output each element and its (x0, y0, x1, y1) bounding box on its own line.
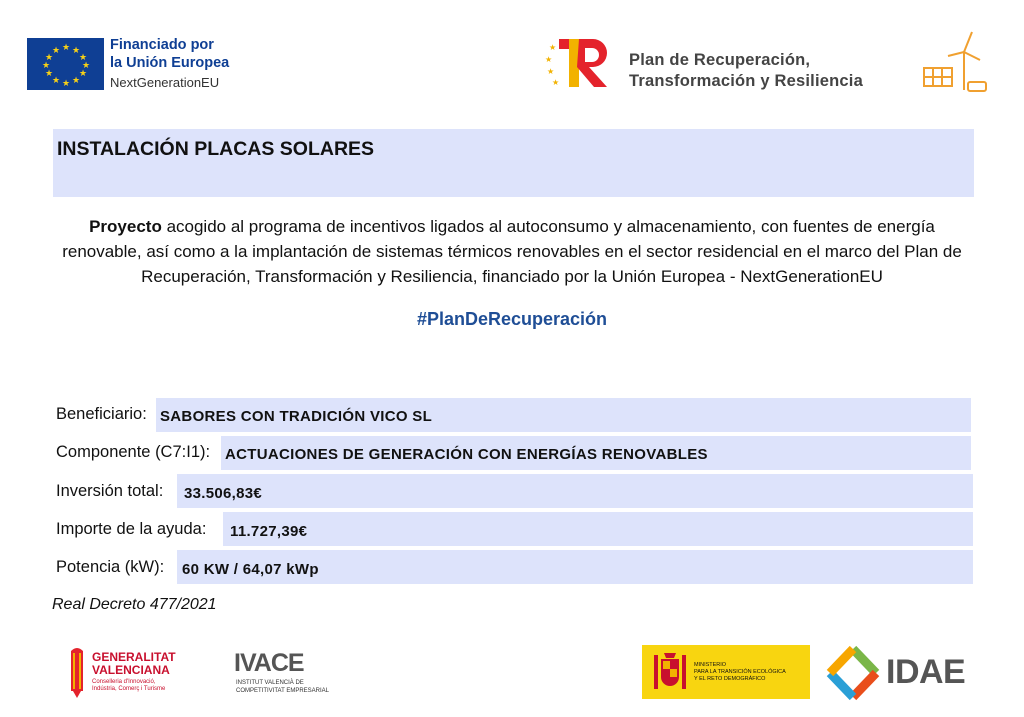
hashtag-link[interactable] (0, 309, 1024, 330)
spain-coat-of-arms-icon (652, 651, 688, 693)
ministerio-logo (642, 645, 810, 699)
beneficiario-label: Beneficiario: (56, 405, 147, 423)
svg-text:★: ★ (547, 67, 555, 76)
potencia-label: Potencia (kW): (56, 558, 165, 576)
idae-logo (824, 645, 994, 701)
prtr-logo-icon (545, 36, 617, 91)
inversion-value: 33.506,83€ (184, 485, 263, 502)
idae-name: IDAE (886, 653, 966, 691)
importe-label: Importe de la ayuda: (56, 520, 207, 538)
gv-line1: GENERALITAT (92, 650, 176, 664)
generalitat-valenciana-logo (66, 645, 176, 700)
page-title: INSTALACIÓN PLACAS SOLARES (57, 138, 375, 160)
ivace-logo (232, 645, 332, 700)
svg-text:★: ★ (545, 55, 553, 64)
eu-line2: la Unión Europea (110, 55, 230, 71)
ivace-name: IVACE (234, 649, 304, 677)
gv-line2: VALENCIANA (92, 663, 170, 677)
gv-line3: Conselleria d'Innovació, (92, 679, 156, 685)
componente-value: ACTUACIONES DE GENERACIÓN CON ENERGÍAS RENOVABLES (225, 446, 708, 463)
project-description (56, 214, 968, 289)
inversion-label: Inversión total: (56, 482, 164, 500)
potencia-value: 60 KW / 64,07 kWp (182, 561, 319, 578)
mite-line1: MINISTERIO (694, 662, 727, 668)
svg-text:★: ★ (549, 43, 557, 52)
eu-nextgen-label: NextGenerationEU (110, 75, 220, 90)
gv-name (92, 651, 176, 677)
idae-emblem-icon (824, 645, 882, 701)
svg-text:★: ★ (552, 78, 560, 87)
project-lead: Proyecto (89, 217, 162, 236)
decree-reference: Real Decreto 477/2021 (52, 596, 217, 613)
prtr-label (629, 50, 863, 92)
gv-conselleria (92, 679, 165, 693)
project-text: acogido al programa de incentivos ligados al autoconsumo y almacenamiento, con fuentes de energía renovable, así como a la implantación de sistemas térmicos renovables en el sector residencial en el marco del Plan de Recuperación, Transformación y Resiliencia, financiado por la Unión Europea - NextGenerationEU (62, 217, 962, 286)
eu-line1: Financiado por (110, 37, 214, 53)
renewable-energy-icon (920, 30, 992, 98)
ivace-subtitle (236, 679, 329, 695)
componente-label: Componente (C7:I1): (56, 443, 211, 461)
inversion-box (177, 474, 973, 508)
prtr-line1: Plan de Recuperación, (629, 51, 811, 69)
hashtag-text: #PlanDeRecuperación (416, 309, 608, 329)
ivace-line1: INSTITUT VALENCIÀ DE (236, 680, 304, 686)
mite-line3: Y EL RETO DEMOGRÁFICO (694, 676, 766, 682)
gv-crest-icon (66, 645, 88, 699)
ivace-line2: COMPETITIVITAT EMPRESARIAL (236, 688, 330, 694)
prtr-line2: Transformación y Resiliencia (629, 72, 863, 90)
beneficiario-value: SABORES CON TRADICIÓN VICO SL (160, 408, 433, 425)
mite-line2: PARA LA TRANSICIÓN ECOLÓGICA (694, 669, 786, 675)
eu-flag-icon: ★ ★ ★ ★ ★ ★ ★ ★ ★ ★ ★ ★ (27, 38, 104, 90)
eu-funding-label (110, 36, 229, 72)
importe-value: 11.727,39€ (230, 523, 308, 540)
importe-box (223, 512, 973, 546)
ministerio-text (694, 662, 786, 683)
gv-line4: Indústria, Comerç i Turisme (92, 686, 166, 692)
